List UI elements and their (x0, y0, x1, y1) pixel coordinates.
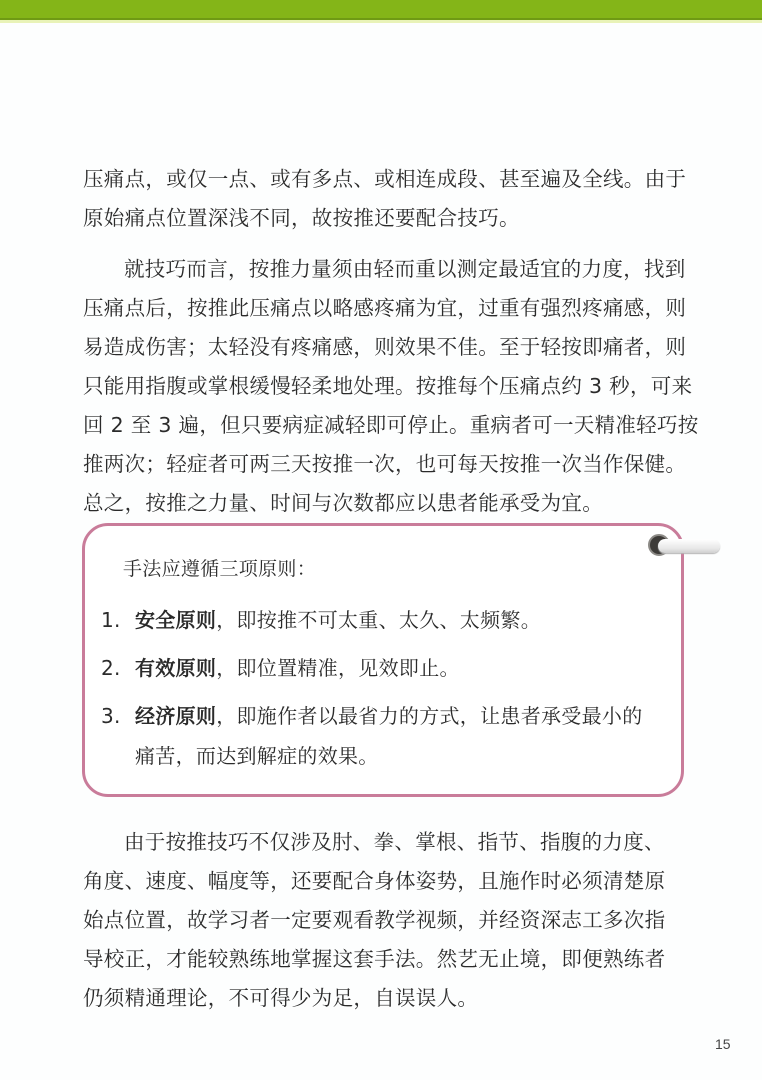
item-number: 2. (101, 656, 121, 680)
principles-box (82, 523, 684, 797)
header-bar-glow (0, 20, 762, 23)
text-line: 就技巧而言，按推力量须由轻而重以测定最适宜的力度，找到 (124, 257, 686, 281)
text-line: 易造成伤害；太轻没有疼痛感，则效果不佳。至于轻按即痛者，则 (83, 335, 687, 359)
pin-bar (658, 539, 720, 553)
text-line: 压痛点后，按推此压痛点以略感疼痛为宜，过重有强烈疼痛感，则 (83, 296, 687, 320)
paragraph-learning (83, 823, 683, 1018)
principle-item-effective (101, 648, 460, 688)
principle-item-economy (101, 696, 643, 776)
principle-text-continuation: 痛苦，而达到解症的效果。 (135, 744, 379, 768)
text-line: 始点位置，故学习者一定要观看教学视频，并经资深志工多次指 (83, 908, 666, 932)
text-line: 导校正，才能较熟练地掌握这套手法。然艺无止境，即便熟练者 (83, 947, 666, 971)
item-number: 3. (101, 704, 121, 728)
text-line: 回 2 至 3 遍，但只要病症减轻即可停止。重病者可一天精准轻巧按 (83, 413, 699, 437)
text-line: 只能用指腹或掌根缓慢轻柔地处理。按推每个压痛点约 3 秒，可来 (83, 374, 693, 398)
pin-clip-icon (646, 532, 722, 560)
text-line: 角度、速度、幅度等，还要配合身体姿势，且施作时必须清楚原 (83, 869, 666, 893)
header-color-bar (0, 0, 762, 18)
principle-term: 经济原则 (135, 704, 217, 728)
text-line: 原始痛点位置深浅不同，故按推还要配合技巧。 (83, 206, 520, 230)
paragraph-technique (83, 250, 699, 523)
principle-text: ，即按推不可太重、太久、太频繁。 (216, 608, 542, 632)
principle-text: ，即位置精准，见效即止。 (216, 656, 460, 680)
paragraph-intro (83, 160, 687, 238)
text-line: 仍须精通理论，不可得少为足，自误误人。 (83, 986, 479, 1010)
page-number: 15 (715, 1036, 731, 1052)
text-line: 压痛点，或仅一点、或有多点、或相连成段、甚至遍及全线。由于 (83, 167, 687, 191)
text-line: 总之，按推之力量、时间与次数都应以患者能承受为宜。 (83, 491, 603, 515)
principle-term: 有效原则 (135, 656, 217, 680)
text-line: 由于按推技巧不仅涉及肘、拳、掌根、指节、指腹的力度、 (124, 830, 665, 854)
principle-text: ，即施作者以最省力的方式，让患者承受最小的 (216, 704, 643, 728)
principle-term: 安全原则 (135, 608, 217, 632)
principle-item-safety (101, 600, 541, 640)
text-line: 推两次；轻症者可两三天按推一次，也可每天按推一次当作保健。 (83, 452, 687, 476)
item-number: 1. (101, 608, 121, 632)
principles-title: 手法应遵循三项原则： (123, 558, 317, 580)
